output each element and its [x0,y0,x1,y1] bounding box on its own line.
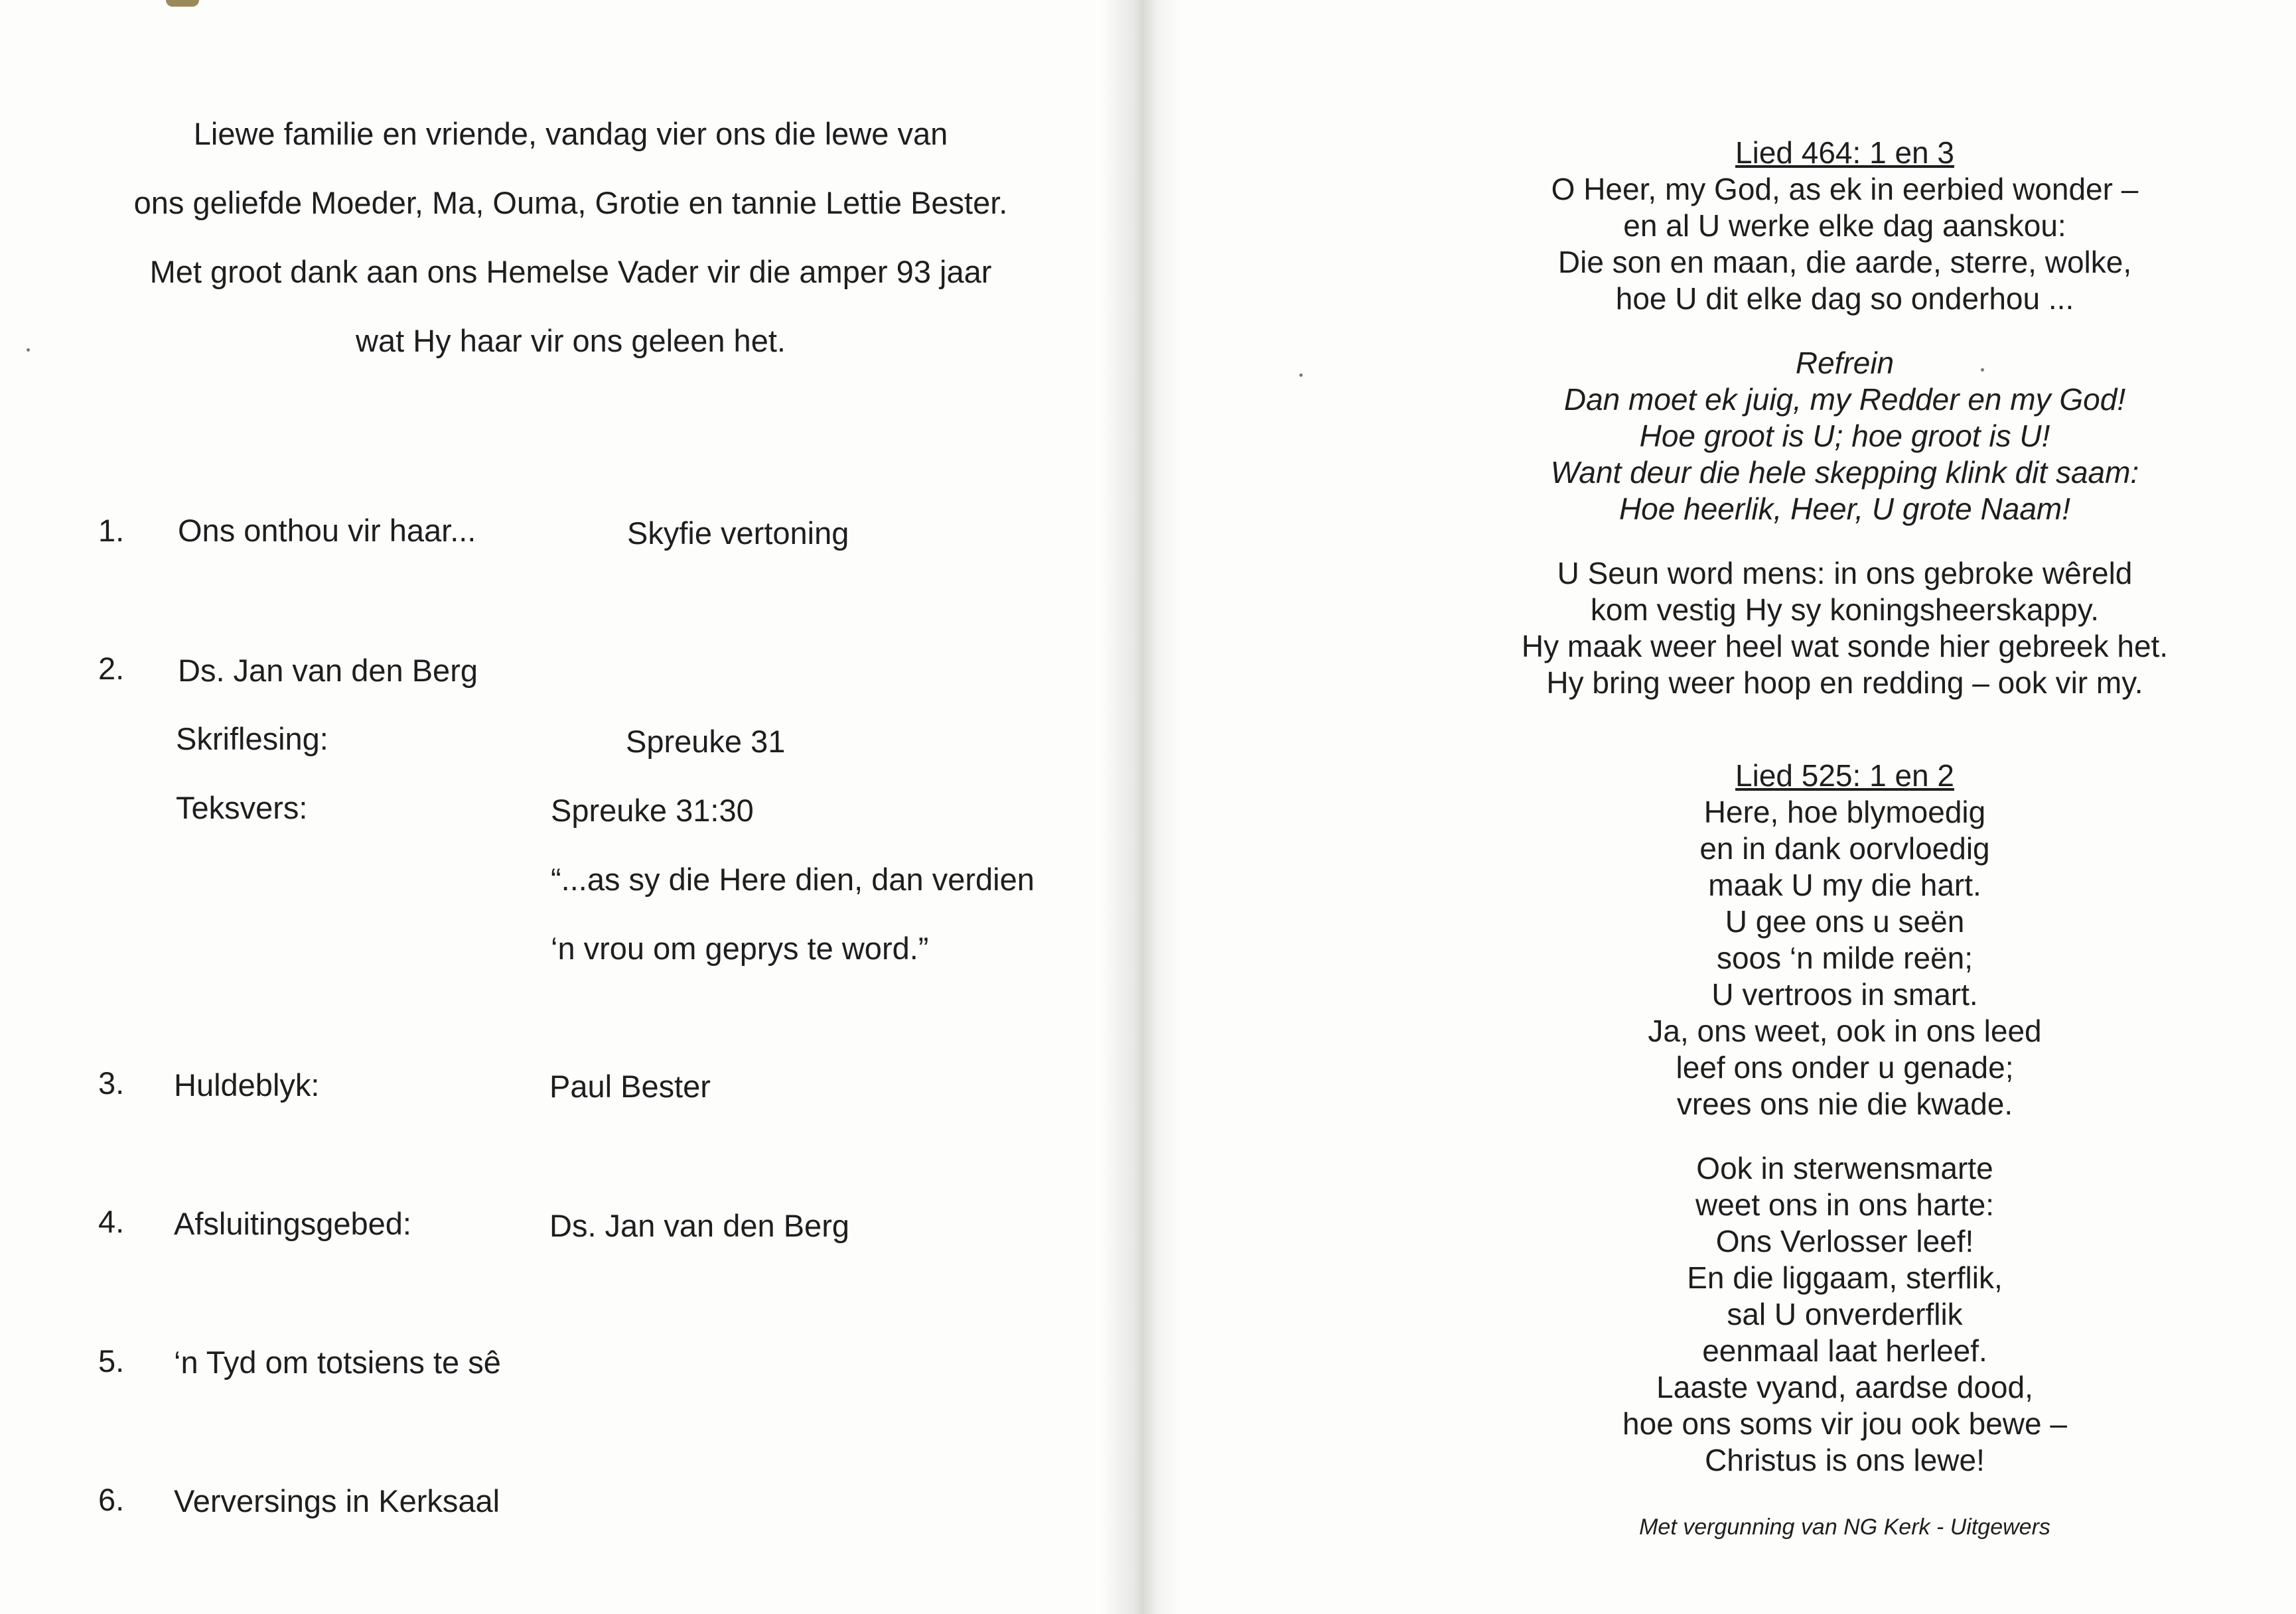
song-refrain [1321,345,2296,527]
program-item-label: Ons onthou vir haar... [178,513,476,548]
song-verse [1321,794,2296,1122]
program-number: 1. [98,513,125,548]
song-464 [1321,135,2296,701]
program-number: 3. [98,1065,125,1101]
program-item-label: Huldeblyk: [174,1067,320,1103]
refrain-line: Hoe heerlik, Heer, U grote Naam! [1618,492,2071,526]
verse-line: U Seun word mens: in ons gebroke wêreld [1557,556,2133,590]
verse-line: eenmaal laat herleef. [1702,1333,1987,1368]
verse-line: weet ons in ons harte: [1695,1187,1995,1222]
verse-line: maak U my die hart. [1708,868,1981,902]
verse-line: Hy bring weer hoop en redding – ook vir my. [1546,665,2143,700]
program-item-label: Afsluitingsgebed: [174,1206,411,1241]
teksvers-value: Spreuke 31:30 [551,793,754,828]
center-fold [1102,0,1181,1614]
verse-line: Hy maak weer heel wat sonde hier gebreek het. [1521,629,2169,663]
right-page [1148,0,2296,1614]
verse-line: Ja, ons weet, ook in ons leed [1648,1014,2042,1048]
program-item-value: Skyfie vertoning [627,515,849,551]
teksvers-label: Teksvers: [176,790,308,825]
program-item-label: Ds. Jan van den Berg [178,653,478,688]
verse-line: U vertroos in smart. [1711,977,1978,1012]
intro-line: Liewe familie en vriende, vandag vier ons die lewe van [193,116,948,151]
verse-line: Christus is ons lewe! [1705,1443,1985,1477]
program-item-value: Ds. Jan van den Berg [549,1208,849,1243]
verse-line: O Heer, my God, as ek in eerbied wonder – [1551,172,2139,206]
verse-line: Here, hoe blymoedig [1703,795,1986,829]
refrain-line: Dan moet ek juig, my Redder en my God! [1563,382,2126,417]
program-number: 6. [98,1482,125,1517]
refrain-line: Want deur die hele skepping klink dit saam: [1550,455,2139,490]
verse-line: Ons Verlosser leef! [1715,1224,1974,1258]
program-number: 5. [98,1343,125,1379]
song-verse [1321,1150,2296,1479]
verse-line: hoe ons soms vir jou ook bewe – [1622,1406,2067,1441]
program-item-value: Paul Bester [549,1069,711,1104]
publisher-credit: Met vergunning van NG Kerk - Uitgewers [1639,1514,2050,1540]
verse-line: Laaste vyand, aardse dood, [1656,1370,2033,1404]
intro-line: wat Hy haar vir ons geleen het. [356,323,786,358]
verse-line: hoe U dit elke dag so onderhou ... [1615,281,2074,316]
teksvers-quote: “...as sy die Here dien, dan verdien [551,862,1035,897]
skriflesing-value: Spreuke 31 [626,724,786,759]
song-title: Lied 525: 1 en 2 [1735,758,1954,793]
speck [1299,373,1303,377]
verse-line: vrees ons nie die kwade. [1676,1087,2013,1121]
song-verse [1321,555,2296,701]
program-item-label: ‘n Tyd om totsiens te sê [174,1345,501,1380]
intro-line: ons geliefde Moeder, Ma, Ouma, Grotie en tannie Lettie Bester. [133,185,1008,220]
intro-line: Met groot dank aan ons Hemelse Vader vir die amper 93 jaar [149,254,992,289]
verse-line: leef ons onder u genade; [1676,1050,2014,1085]
teksvers-quote: ‘n vrou om geprys te word.” [551,931,929,966]
song-verse [1321,171,2296,317]
verse-line: en al U werke elke dag aanskou: [1623,208,2066,243]
verse-line: soos ‘n milde reën; [1716,941,1973,975]
program-item-label: Verversings in Kerksaal [174,1483,500,1518]
skriflesing-label: Skriflesing: [176,721,328,756]
verse-line: Die son en maan, die aarde, sterre, wolke, [1557,245,2132,279]
verse-line: Ook in sterwensmarte [1696,1151,1993,1185]
refrain-heading: Refrein [1795,346,1895,380]
refrain-line: Hoe groot is U; hoe groot is U! [1639,419,2050,453]
verse-line: kom vestig Hy sy koningsheerskappy. [1590,592,2100,627]
verse-line: En die liggaam, sterflik, [1687,1260,2003,1295]
program-number: 4. [98,1204,125,1239]
program-number: 2. [98,651,125,686]
song-title: Lied 464: 1 en 3 [1735,135,1954,170]
song-525 [1321,758,2296,1479]
verse-line: U gee ons u seën [1725,904,1965,939]
verse-line: en in dank oorvloedig [1699,831,1990,866]
verse-line: sal U onverderflik [1727,1297,1963,1331]
